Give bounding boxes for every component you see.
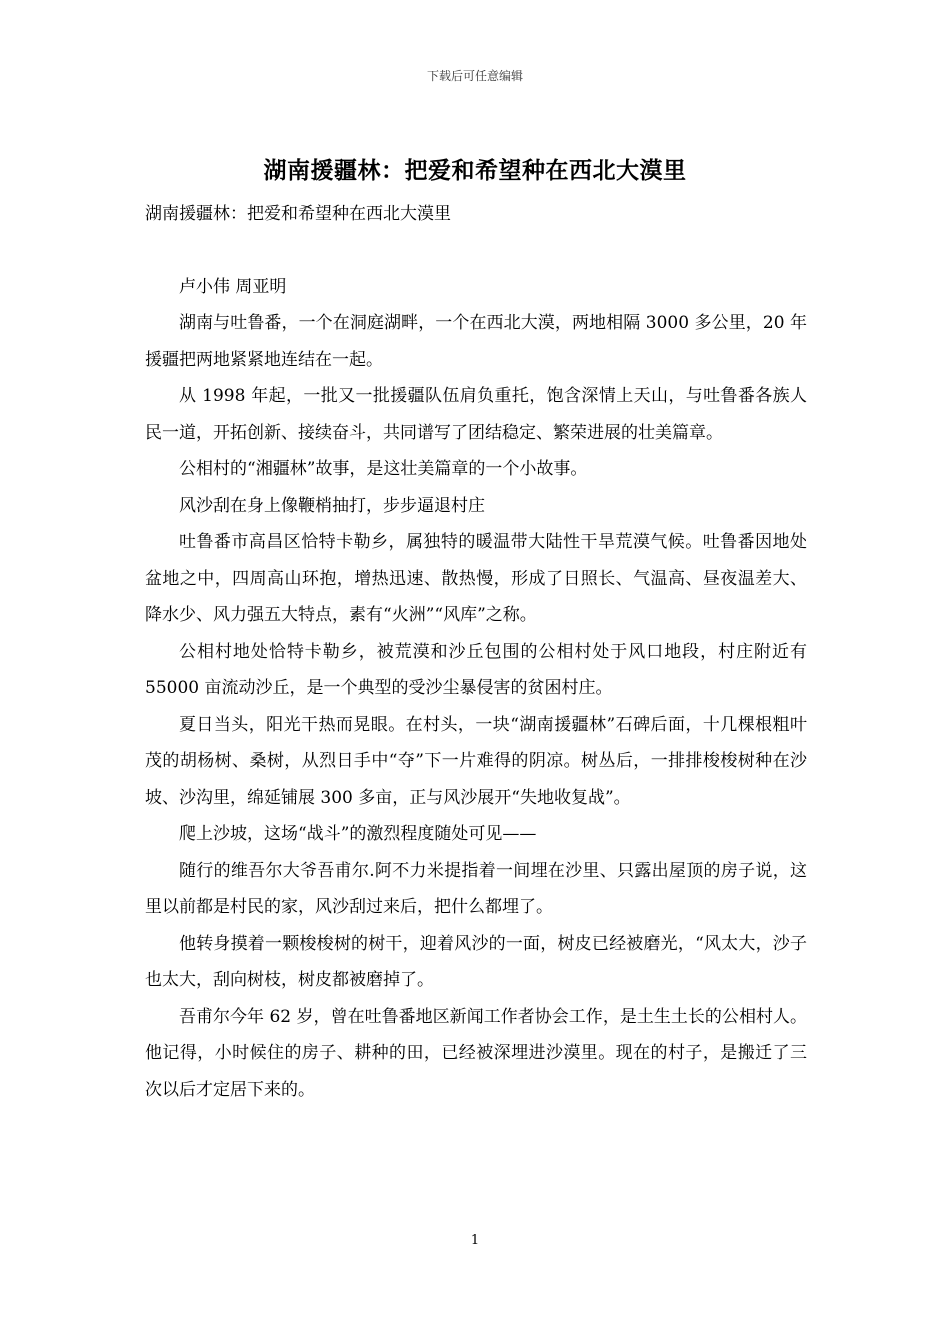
body-paragraph: 公相村的“湘疆林”故事，是这壮美篇章的一个小故事。 <box>179 459 588 479</box>
body-paragraph: 随行的维吾尔大爷吾甫尔.阿不力米提指着一间埋在沙里、只露出屋顶的房子说，这里以前都是村民的家，风沙刮过来后，把什么都埋了。 <box>145 860 807 917</box>
body-paragraph: 湖南与吐鲁番，一个在洞庭湖畔，一个在西北大漠，两地相隔 3000 多公里，20 年援疆把两地紧紧地连结在一起。 <box>145 313 807 370</box>
section-heading: 风沙刮在身上像鞭梢抽打，步步逼退村庄 <box>179 495 485 516</box>
blank-line <box>145 233 807 269</box>
document-title: 湖南援疆林：把爱和希望种在西北大漠里 <box>263 157 687 184</box>
body-paragraph: 吾甫尔今年 62 岁，曾在吐鲁番地区新闻工作者协会工作，是土生土长的公相村人。他记得，小时候住的房子、耕种的田，已经被深埋进沙漠里。现在的村子，是搬迁了三次以后才定居下来的。 <box>145 1006 807 1100</box>
body-paragraph: 爬上沙坡，这场“战斗”的激烈程度随处可见—— <box>179 824 537 844</box>
body-paragraph: 公相村地处恰特卡勒乡，被荒漠和沙丘包围的公相村处于风口地段，村庄附近有 55000 亩流动沙丘，是一个典型的受沙尘暴侵害的贫困村庄。 <box>145 641 807 698</box>
document-body <box>145 196 807 1108</box>
body-paragraph: 吐鲁番市高昌区恰特卡勒乡，属独特的暖温带大陆性干旱荒漠气候。吐鲁番因地处盆地之中，四周高山环抱，增热迅速、散热慢，形成了日照长、气温高、昼夜温差大、降水少、风力强五大特点，素有“火洲”“风库”之称。 <box>145 532 807 625</box>
body-paragraph: 从 1998 年起，一批又一批援疆队伍肩负重托，饱含深情上天山，与吐鲁番各族人民一道，开拓创新、接续奋斗，共同谱写了团结稳定、繁荣进展的壮美篇章。 <box>145 386 807 443</box>
body-paragraph: 他转身摸着一颗梭梭树的树干，迎着风沙的一面，树皮已经被磨光，“风太大，沙子也太大，刮向树枝，树皮都被磨掉了。 <box>145 933 807 990</box>
byline: 卢小伟 周亚明 <box>179 276 287 297</box>
document-subtitle: 湖南援疆林：把爱和希望种在西北大漠里 <box>145 204 451 224</box>
page-header: 下载后可任意编辑 <box>426 69 523 83</box>
body-paragraph: 夏日当头，阳光干热而晃眼。在村头，一块“湖南援疆林”石碑后面，十几棵根粗叶茂的胡杨树、桑树，从烈日手中“夺”下一片难得的阴凉。树丛后，一排排梭梭树种在沙坡、沙沟里，绵延铺展 300 多亩，正与风沙展开“失地收复战”。 <box>145 714 807 808</box>
page-number: 1 <box>470 1233 480 1248</box>
